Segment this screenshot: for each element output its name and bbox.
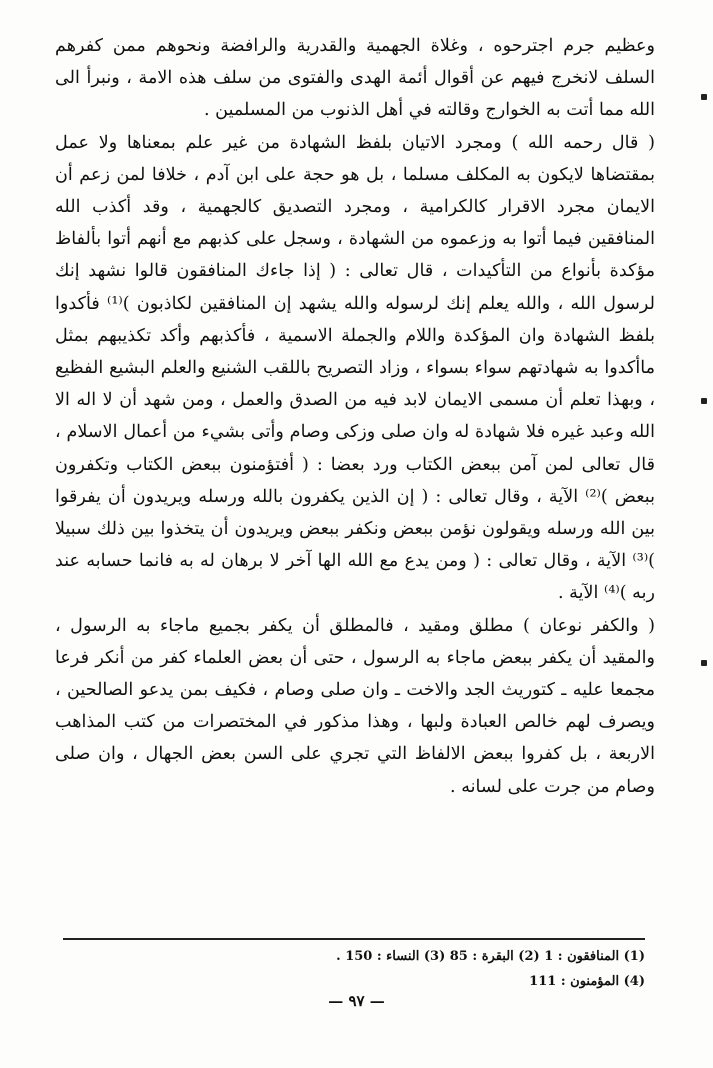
page-body (55, 30, 655, 803)
paragraph-1: وعظيم جرم اجترحوه ، وغلاة الجهمية والقدرية والرافضة ونحوهم ممن كفرهم السلف لانخرج فيهم عن أقوال أئمة الهدى والفتوى من سلف هذه الامة ، ونبرأ الى الله مما أتت به الخوارج وقالته في أهل الذنوب من المسلمين . (55, 36, 655, 121)
footnote-line: (4) المؤمنون : 111 (529, 974, 645, 989)
page-number: — ٩٧ — (328, 992, 385, 1010)
paragraph-3: ( والكفر نوعان ) مطلق ومقيد ، فالمطلق أن يكفر بجميع ماجاء به الرسول ، والمقيد أن يكفر ببعض ماجاء به الرسول ، حتى أن بعض العلماء كفر من أنكر فرعا مجمعا عليه ـ كتوريث الجد والاخت ـ وان صلى وصام ، فكيف بمن يدعو الصالحين ، ويصرف لهم خالص العبادة ولبها ، وهذا مذكور في المختصرات من كتب المذاهب الاربعة ، بل كفروا ببعض الالفاظ التي تجري على السن بعض الجهال ، وان صلى وصام من جرت على لسانه . (55, 615, 655, 797)
margin-mark (701, 398, 707, 404)
margin-mark (701, 660, 707, 666)
footnotes (63, 944, 645, 994)
paragraph-2: ( قال رحمه الله ) ومجرد الاتيان بلفظ الشهادة من غير علم بمعناها ولا عمل بمقتضاها لايكون به المكلف مسلما ، بل هو حجة على ابن آدم ، خلافا لمن زعم أن الايمان مجرد الاقرار كالكرامية ، ومجرد التصديق كالجهمية ، وقد أكذب الله المنافقين فيما أتوا به وزعموه من الشهادة ، وسجل على كذبهم مع أنهم أتوا بألفاظ مؤكدة بأنواع من التأكيدات ، قال تعالى : ( إذا جاءك المنافقون قالوا نشهد إنك لرسول الله ، والله يعلم إنك لرسوله والله يشهد إن المنافقين لكاذبون )⁽¹⁾ فأكدوا بلفظ الشهادة وان المؤكدة واللام والجملة الاسمية ، فأكذبهم وأكد تكذيبهم بمثل ماأكدوا به شهادتهم سواء بسواء ، وزاد التصريح باللقب الشنيع والعلم البشيع الفظيع ، وبهذا تعلم أن مسمى الايمان لابد فيه من الصدق والعمل ، ومن شهد أن لا اله الا الله وعبد غيره فلا شهادة له وان صلى وزكى وصام وأتى بشيء من أعمال الاسلام ، قال تعالى لمن آمن ببعض الكتاب ورد بعضا : ( أفتؤمنون ببعض الكتاب وتكفرون ببعض )⁽²⁾ الآية ، وقال تعالى : ( إن الذين يكفرون بالله ورسله ويريدون أن يفرقوا بين الله ورسله ويقولون نؤمن ببعض ونكفر ببعض ويريدون أن يتخذوا بين ذلك سبيلا )⁽³⁾ الآية ، وقال تعالى : ( ومن يدع مع الله الها آخر لا برهان له به فانما حسابه عند ربه )⁽⁴⁾ الآية . (55, 132, 655, 604)
footnote-divider (63, 938, 645, 940)
margin-mark (701, 94, 707, 100)
footnote-line: (1) المنافقون : 1 (2) البقرة : 85 (3) النساء : 150 . (336, 949, 645, 964)
